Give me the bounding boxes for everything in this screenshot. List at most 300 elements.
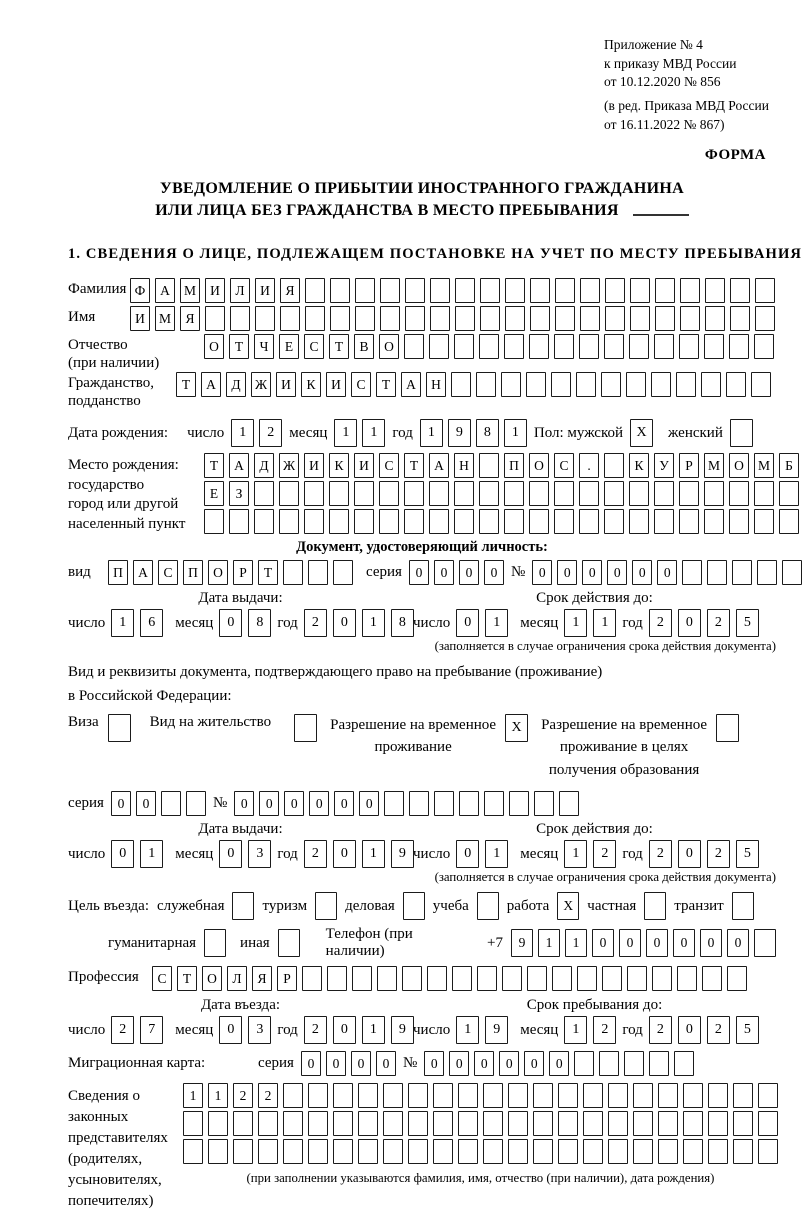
cell[interactable]: В: [354, 334, 374, 359]
cell[interactable]: Л: [227, 966, 247, 991]
cell[interactable]: П: [504, 453, 524, 478]
cell[interactable]: 9: [448, 419, 471, 447]
cell[interactable]: А: [229, 453, 249, 478]
cell[interactable]: 2: [258, 1083, 278, 1108]
name-cells[interactable]: [130, 306, 775, 331]
cell[interactable]: Д: [226, 372, 246, 397]
cell[interactable]: [552, 966, 572, 991]
cell[interactable]: [479, 481, 499, 506]
cell[interactable]: [626, 372, 646, 397]
residence-issue-day-cells[interactable]: [111, 840, 163, 868]
cell[interactable]: [433, 1083, 453, 1108]
cell[interactable]: [705, 306, 725, 331]
cell[interactable]: А: [155, 278, 175, 303]
cell[interactable]: У: [654, 453, 674, 478]
cell[interactable]: [451, 372, 471, 397]
cell[interactable]: 0: [111, 840, 134, 868]
cell[interactable]: 0: [424, 1051, 444, 1076]
cell[interactable]: 0: [456, 609, 479, 637]
cell[interactable]: 0: [334, 791, 354, 816]
cell[interactable]: К: [329, 453, 349, 478]
cell[interactable]: [627, 966, 647, 991]
cell[interactable]: П: [183, 560, 203, 585]
stay-month-cells[interactable]: [564, 1016, 616, 1044]
cell[interactable]: [754, 509, 774, 534]
cell[interactable]: [358, 1139, 378, 1164]
purpose-tourism-checkbox[interactable]: [315, 892, 337, 920]
cell[interactable]: [583, 1111, 603, 1136]
cell[interactable]: [384, 791, 404, 816]
cell[interactable]: [402, 966, 422, 991]
cell[interactable]: [605, 278, 625, 303]
cell[interactable]: [409, 791, 429, 816]
cell[interactable]: [551, 372, 571, 397]
cell[interactable]: К: [629, 453, 649, 478]
cell[interactable]: [504, 509, 524, 534]
patronymic-cells[interactable]: [204, 334, 774, 359]
cell[interactable]: [183, 1139, 203, 1164]
doc-valid-year-cells[interactable]: [649, 609, 759, 637]
temp-residence-edu-checkbox[interactable]: [716, 714, 739, 742]
cell[interactable]: [630, 306, 650, 331]
residence-series-cells[interactable]: [111, 791, 206, 816]
cell[interactable]: [708, 1139, 728, 1164]
cell[interactable]: [283, 1111, 303, 1136]
cell[interactable]: 0: [673, 929, 695, 957]
sex-male-checkbox[interactable]: [630, 419, 653, 447]
birth-day-cells[interactable]: [231, 419, 282, 447]
cell[interactable]: 1: [208, 1083, 228, 1108]
cell[interactable]: [279, 509, 299, 534]
cell[interactable]: [429, 334, 449, 359]
cell[interactable]: [630, 278, 650, 303]
cell[interactable]: [452, 966, 472, 991]
cell[interactable]: 8: [391, 609, 414, 637]
cell[interactable]: 9: [485, 1016, 508, 1044]
cell[interactable]: 0: [409, 560, 429, 585]
cell[interactable]: 6: [140, 609, 163, 637]
cell[interactable]: [333, 1083, 353, 1108]
cell[interactable]: [679, 334, 699, 359]
cell[interactable]: [302, 966, 322, 991]
cell[interactable]: [604, 334, 624, 359]
cell[interactable]: 2: [304, 609, 327, 637]
cell[interactable]: X: [505, 714, 528, 742]
cell[interactable]: [779, 509, 799, 534]
cell[interactable]: Т: [229, 334, 249, 359]
cell[interactable]: [427, 966, 447, 991]
cell[interactable]: [679, 481, 699, 506]
cell[interactable]: [377, 966, 397, 991]
birth-place-row2-cells[interactable]: [204, 481, 799, 506]
cell[interactable]: [405, 278, 425, 303]
cell[interactable]: 9: [511, 929, 533, 957]
cell[interactable]: 8: [476, 419, 499, 447]
cell[interactable]: [484, 791, 504, 816]
cell[interactable]: З: [229, 481, 249, 506]
migration-number-cells[interactable]: [424, 1051, 694, 1076]
cell[interactable]: Я: [280, 278, 300, 303]
cell[interactable]: 0: [234, 791, 254, 816]
residence-issue-month-cells[interactable]: [219, 840, 271, 868]
cell[interactable]: И: [354, 453, 374, 478]
birth-year-cells[interactable]: [420, 419, 527, 447]
cell[interactable]: 0: [727, 929, 749, 957]
cell[interactable]: [505, 306, 525, 331]
cell[interactable]: [624, 1051, 644, 1076]
cell[interactable]: [294, 714, 317, 742]
cell[interactable]: [455, 278, 475, 303]
cell[interactable]: 0: [136, 791, 156, 816]
cell[interactable]: 2: [233, 1083, 253, 1108]
phone-cells[interactable]: [511, 929, 776, 957]
cell[interactable]: 0: [259, 791, 279, 816]
cell[interactable]: О: [202, 966, 222, 991]
cell[interactable]: [408, 1139, 428, 1164]
cell[interactable]: X: [630, 419, 653, 447]
residence-valid-year-cells[interactable]: [649, 840, 759, 868]
cell[interactable]: 0: [484, 560, 504, 585]
cell[interactable]: [502, 966, 522, 991]
cell[interactable]: [730, 278, 750, 303]
cell[interactable]: 1: [231, 419, 254, 447]
cell[interactable]: 0: [549, 1051, 569, 1076]
cell[interactable]: [755, 306, 775, 331]
cell[interactable]: [602, 966, 622, 991]
cell[interactable]: М: [704, 453, 724, 478]
cell[interactable]: 1: [564, 840, 587, 868]
cell[interactable]: [701, 372, 721, 397]
cell[interactable]: [604, 481, 624, 506]
cell[interactable]: [254, 509, 274, 534]
cell[interactable]: 1: [485, 840, 508, 868]
cell[interactable]: [583, 1139, 603, 1164]
cell[interactable]: [654, 509, 674, 534]
cell[interactable]: 2: [649, 1016, 672, 1044]
cell[interactable]: 2: [111, 1016, 134, 1044]
entry-day-cells[interactable]: [111, 1016, 163, 1044]
cell[interactable]: [504, 481, 524, 506]
cell[interactable]: [757, 560, 777, 585]
birth-place-row1-cells[interactable]: [204, 453, 799, 478]
cell[interactable]: [308, 560, 328, 585]
cell[interactable]: [649, 1051, 669, 1076]
cell[interactable]: Л: [230, 278, 250, 303]
cell[interactable]: [380, 278, 400, 303]
cell[interactable]: [733, 1083, 753, 1108]
cell[interactable]: Я: [252, 966, 272, 991]
cell[interactable]: 0: [456, 840, 479, 868]
cell[interactable]: [529, 481, 549, 506]
cell[interactable]: 0: [607, 560, 627, 585]
legal-reps-row2-cells[interactable]: [183, 1111, 778, 1136]
cell[interactable]: Т: [329, 334, 349, 359]
cell[interactable]: [729, 481, 749, 506]
cell[interactable]: [559, 791, 579, 816]
cell[interactable]: [755, 278, 775, 303]
cell[interactable]: .: [579, 453, 599, 478]
cell[interactable]: 1: [420, 419, 443, 447]
cell[interactable]: 1: [485, 609, 508, 637]
cell[interactable]: [558, 1139, 578, 1164]
cell[interactable]: 0: [359, 791, 379, 816]
cell[interactable]: [477, 966, 497, 991]
cell[interactable]: 0: [592, 929, 614, 957]
cell[interactable]: [680, 278, 700, 303]
stay-year-cells[interactable]: [649, 1016, 759, 1044]
cell[interactable]: 0: [524, 1051, 544, 1076]
cell[interactable]: [730, 419, 753, 447]
cell[interactable]: [579, 334, 599, 359]
cell[interactable]: О: [729, 453, 749, 478]
cell[interactable]: [732, 892, 754, 920]
cell[interactable]: [754, 929, 776, 957]
cell[interactable]: [408, 1111, 428, 1136]
cell[interactable]: [304, 481, 324, 506]
cell[interactable]: 0: [219, 840, 242, 868]
cell[interactable]: [433, 1111, 453, 1136]
cell[interactable]: [305, 306, 325, 331]
cell[interactable]: 0: [333, 1016, 356, 1044]
cell[interactable]: [476, 372, 496, 397]
visa-checkbox[interactable]: [108, 714, 131, 742]
cell[interactable]: А: [401, 372, 421, 397]
cell[interactable]: Р: [679, 453, 699, 478]
cell[interactable]: 1: [593, 609, 616, 637]
cell[interactable]: [283, 560, 303, 585]
cell[interactable]: [658, 1139, 678, 1164]
cell[interactable]: [479, 509, 499, 534]
purpose-work-checkbox[interactable]: [557, 892, 579, 920]
cell[interactable]: [702, 966, 722, 991]
cell[interactable]: И: [326, 372, 346, 397]
cell[interactable]: [404, 509, 424, 534]
legal-reps-row1-cells[interactable]: [183, 1083, 778, 1108]
cell[interactable]: [258, 1111, 278, 1136]
cell[interactable]: [430, 306, 450, 331]
cell[interactable]: 2: [649, 609, 672, 637]
cell[interactable]: [633, 1111, 653, 1136]
cell[interactable]: О: [204, 334, 224, 359]
cell[interactable]: [704, 509, 724, 534]
cell[interactable]: [654, 334, 674, 359]
cell[interactable]: К: [301, 372, 321, 397]
cell[interactable]: М: [180, 278, 200, 303]
purpose-study-checkbox[interactable]: [477, 892, 499, 920]
cell[interactable]: [733, 1111, 753, 1136]
cell[interactable]: [530, 306, 550, 331]
cell[interactable]: [505, 278, 525, 303]
cell[interactable]: 0: [499, 1051, 519, 1076]
cell[interactable]: [601, 372, 621, 397]
cell[interactable]: [183, 1111, 203, 1136]
residence-valid-month-cells[interactable]: [564, 840, 616, 868]
cell[interactable]: 5: [736, 840, 759, 868]
cell[interactable]: 0: [646, 929, 668, 957]
cell[interactable]: [779, 481, 799, 506]
cell[interactable]: [554, 481, 574, 506]
cell[interactable]: М: [754, 453, 774, 478]
cell[interactable]: 1: [362, 1016, 385, 1044]
stay-day-cells[interactable]: [456, 1016, 508, 1044]
cell[interactable]: 0: [219, 609, 242, 637]
cell[interactable]: Т: [176, 372, 196, 397]
cell[interactable]: 1: [111, 609, 134, 637]
cell[interactable]: О: [529, 453, 549, 478]
cell[interactable]: И: [276, 372, 296, 397]
cell[interactable]: [408, 1083, 428, 1108]
cell[interactable]: 2: [649, 840, 672, 868]
cell[interactable]: [354, 509, 374, 534]
cell[interactable]: [433, 1139, 453, 1164]
cell[interactable]: [554, 334, 574, 359]
cell[interactable]: 2: [593, 840, 616, 868]
cell[interactable]: Е: [204, 481, 224, 506]
cell[interactable]: [254, 481, 274, 506]
cell[interactable]: [683, 1083, 703, 1108]
cell[interactable]: 2: [259, 419, 282, 447]
cell[interactable]: [629, 481, 649, 506]
cell[interactable]: [708, 1083, 728, 1108]
residence-number-cells[interactable]: [234, 791, 579, 816]
cell[interactable]: [729, 509, 749, 534]
cell[interactable]: 8: [248, 609, 271, 637]
cell[interactable]: 0: [632, 560, 652, 585]
cell[interactable]: 1: [362, 419, 385, 447]
cell[interactable]: [479, 334, 499, 359]
cell[interactable]: [454, 481, 474, 506]
cell[interactable]: [658, 1111, 678, 1136]
cell[interactable]: Т: [258, 560, 278, 585]
cell[interactable]: [651, 372, 671, 397]
cell[interactable]: [729, 334, 749, 359]
cell[interactable]: И: [255, 278, 275, 303]
cell[interactable]: 0: [434, 560, 454, 585]
cell[interactable]: [458, 1111, 478, 1136]
cell[interactable]: [599, 1051, 619, 1076]
cell[interactable]: 1: [362, 840, 385, 868]
residence-issue-year-cells[interactable]: [304, 840, 414, 868]
cell[interactable]: [208, 1139, 228, 1164]
doc-valid-month-cells[interactable]: [564, 609, 616, 637]
cell[interactable]: Р: [233, 560, 253, 585]
cell[interactable]: [379, 509, 399, 534]
cell[interactable]: [283, 1083, 303, 1108]
cell[interactable]: [327, 966, 347, 991]
cell[interactable]: [229, 509, 249, 534]
cell[interactable]: [459, 791, 479, 816]
cell[interactable]: [704, 334, 724, 359]
cell[interactable]: 1: [140, 840, 163, 868]
cell[interactable]: 1: [183, 1083, 203, 1108]
cell[interactable]: [230, 306, 250, 331]
cell[interactable]: Д: [254, 453, 274, 478]
cell[interactable]: [727, 966, 747, 991]
cell[interactable]: [333, 1111, 353, 1136]
cell[interactable]: [529, 334, 549, 359]
cell[interactable]: [754, 481, 774, 506]
cell[interactable]: Н: [454, 453, 474, 478]
cell[interactable]: [676, 372, 696, 397]
cell[interactable]: И: [304, 453, 324, 478]
cell[interactable]: 3: [248, 1016, 271, 1044]
cell[interactable]: [330, 306, 350, 331]
cell[interactable]: [732, 560, 752, 585]
cell[interactable]: 0: [619, 929, 641, 957]
cell[interactable]: 0: [351, 1051, 371, 1076]
cell[interactable]: 0: [474, 1051, 494, 1076]
cell[interactable]: [280, 306, 300, 331]
cell[interactable]: [758, 1083, 778, 1108]
cell[interactable]: [558, 1083, 578, 1108]
entry-month-cells[interactable]: [219, 1016, 271, 1044]
cell[interactable]: 0: [700, 929, 722, 957]
cell[interactable]: 5: [736, 1016, 759, 1044]
cell[interactable]: 2: [304, 1016, 327, 1044]
cell[interactable]: [655, 306, 675, 331]
cell[interactable]: [683, 1139, 703, 1164]
cell[interactable]: [434, 791, 454, 816]
purpose-official-checkbox[interactable]: [232, 892, 254, 920]
cell[interactable]: [208, 1111, 228, 1136]
doc-number-cells[interactable]: [532, 560, 802, 585]
birth-month-cells[interactable]: [334, 419, 385, 447]
cell[interactable]: [355, 278, 375, 303]
cell[interactable]: [558, 1111, 578, 1136]
cell[interactable]: 1: [362, 609, 385, 637]
cell[interactable]: [304, 509, 324, 534]
cell[interactable]: [508, 1111, 528, 1136]
cell[interactable]: Р: [277, 966, 297, 991]
cell[interactable]: [579, 481, 599, 506]
cell[interactable]: [555, 306, 575, 331]
cell[interactable]: [534, 791, 554, 816]
cell[interactable]: [754, 334, 774, 359]
cell[interactable]: [604, 509, 624, 534]
purpose-business-checkbox[interactable]: [403, 892, 425, 920]
cell[interactable]: [751, 372, 771, 397]
cell[interactable]: [579, 509, 599, 534]
cell[interactable]: [477, 892, 499, 920]
cell[interactable]: Ж: [251, 372, 271, 397]
legal-reps-row3-cells[interactable]: [183, 1139, 778, 1164]
cell[interactable]: С: [152, 966, 172, 991]
cell[interactable]: [186, 791, 206, 816]
cell[interactable]: [654, 481, 674, 506]
cell[interactable]: [605, 306, 625, 331]
cell[interactable]: 1: [504, 419, 527, 447]
cell[interactable]: X: [557, 892, 579, 920]
cell[interactable]: С: [554, 453, 574, 478]
doc-issue-year-cells[interactable]: [304, 609, 414, 637]
cell[interactable]: [644, 892, 666, 920]
cell[interactable]: [333, 1139, 353, 1164]
cell[interactable]: [204, 509, 224, 534]
cell[interactable]: [233, 1111, 253, 1136]
cell[interactable]: [633, 1083, 653, 1108]
cell[interactable]: 0: [333, 840, 356, 868]
cell[interactable]: 0: [284, 791, 304, 816]
cell[interactable]: [733, 1139, 753, 1164]
cell[interactable]: [652, 966, 672, 991]
cell[interactable]: [455, 306, 475, 331]
cell[interactable]: 0: [459, 560, 479, 585]
cell[interactable]: [674, 1051, 694, 1076]
profession-cells[interactable]: [152, 966, 747, 991]
cell[interactable]: [403, 892, 425, 920]
cell[interactable]: [383, 1139, 403, 1164]
cell[interactable]: [379, 481, 399, 506]
